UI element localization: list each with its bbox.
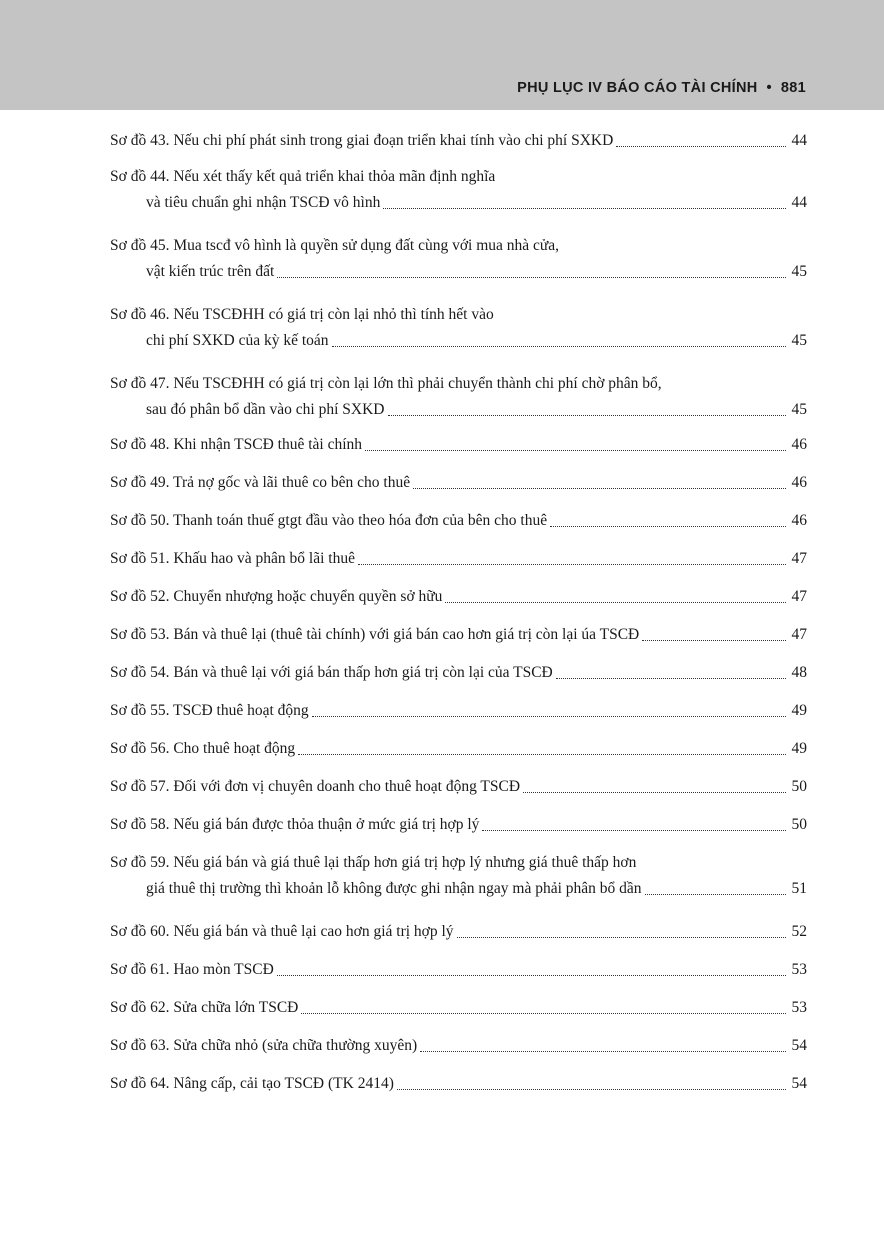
- toc-entry-title: Sơ đồ 57. Đối với đơn vị chuyên doanh cho thuê hoạt động TSCĐ: [110, 778, 521, 795]
- dot-leader: [301, 1013, 786, 1014]
- toc-entry-title: Sơ đồ 54. Bán và thuê lại với giá bán thấp hơn giá trị còn lại của TSCĐ: [110, 664, 553, 681]
- page-header: [0, 0, 884, 110]
- toc-entry-title: Sơ đồ 53. Bán và thuê lại (thuê tài chính) với giá bán cao hơn giá trị còn lại úa TSCĐ: [110, 626, 640, 643]
- toc-entry-page: 46: [791, 436, 807, 453]
- toc-entry-title: Sơ đồ 64. Nâng cấp, cải tạo TSCĐ (TK 2414): [110, 1075, 394, 1092]
- toc-entry-page: 50: [791, 778, 807, 795]
- toc-entry-title: Sơ đồ 52. Chuyển nhượng hoặc chuyển quyền sở hữu: [110, 588, 443, 605]
- toc-entry: [110, 736, 807, 762]
- toc-entry-page: 45: [791, 263, 807, 280]
- toc-entry-continuation-line: [110, 397, 807, 423]
- toc-entry-line: [110, 774, 807, 800]
- toc-entry-line: [110, 128, 807, 154]
- toc-entry-continuation: và tiêu chuẩn ghi nhận TSCĐ vô hình: [146, 194, 381, 211]
- toc-entry-page: 53: [791, 961, 807, 978]
- toc-entry-continuation-line: [110, 259, 807, 285]
- toc-entry-line: [110, 660, 807, 686]
- dot-leader: [332, 346, 786, 347]
- dot-leader: [388, 415, 787, 416]
- toc-entry-line: [110, 919, 807, 945]
- dot-leader: [482, 830, 786, 831]
- toc-entry: [110, 1071, 807, 1097]
- toc-entry: [110, 1033, 807, 1059]
- toc-entry: [110, 660, 807, 686]
- toc-entry-title: Sơ đồ 62. Sửa chữa lớn TSCĐ: [110, 999, 299, 1016]
- toc-entry: [110, 698, 807, 724]
- dot-leader: [413, 488, 786, 489]
- dot-leader: [645, 894, 786, 895]
- toc-entry-title: Sơ đồ 48. Khi nhận TSCĐ thuê tài chính: [110, 436, 363, 453]
- dot-leader: [457, 937, 786, 938]
- toc-entry-page: 45: [791, 332, 807, 349]
- dot-leader: [420, 1051, 786, 1052]
- toc-entry-page: 51: [791, 880, 807, 897]
- dot-leader: [312, 716, 786, 717]
- running-header: [517, 80, 806, 96]
- toc-entry-line: [110, 957, 807, 983]
- toc-entry-page: 54: [791, 1037, 807, 1054]
- toc-entry-page: 53: [791, 999, 807, 1016]
- toc-entry-line: [110, 812, 807, 838]
- dot-leader: [642, 640, 786, 641]
- toc-entry-continuation: sau đó phân bổ dần vào chi phí SXKD: [146, 401, 385, 418]
- toc-entry-continuation: giá thuê thị trường thì khoản lỗ không được ghi nhận ngay mà phải phân bổ dần: [146, 880, 642, 897]
- toc-entry-page: 46: [791, 474, 807, 491]
- toc-entry-line: [110, 432, 807, 458]
- toc-entry-title: Sơ đồ 47. Nếu TSCĐHH có giá trị còn lại lớn thì phải chuyển thành chi phí chờ phân bổ,: [110, 375, 662, 392]
- toc-entry-title: Sơ đồ 63. Sửa chữa nhỏ (sửa chữa thường xuyên): [110, 1037, 418, 1054]
- toc-entry: [110, 995, 807, 1021]
- toc-entry: [110, 302, 807, 354]
- toc-entry-line: [110, 164, 807, 190]
- section-title: PHỤ LỤC IV BÁO CÁO TÀI CHÍNH: [517, 80, 758, 96]
- toc-entry: [110, 919, 807, 945]
- toc-entry-title: Sơ đồ 51. Khấu hao và phân bổ lãi thuê: [110, 550, 355, 567]
- toc-entry-title: Sơ đồ 56. Cho thuê hoạt động: [110, 740, 296, 757]
- toc-entry-line: [110, 584, 807, 610]
- toc-entry: [110, 774, 807, 800]
- toc-entry: [110, 957, 807, 983]
- toc-entry-line: [110, 698, 807, 724]
- toc-entry-continuation-line: [110, 328, 807, 354]
- toc-entry-title: Sơ đồ 61. Hao mòn TSCĐ: [110, 961, 274, 978]
- toc-entry: [110, 128, 807, 154]
- toc-entry: [110, 508, 807, 534]
- toc-entry-title: Sơ đồ 58. Nếu giá bán được thỏa thuận ở mức giá trị hợp lý: [110, 816, 480, 833]
- toc-entry-title: Sơ đồ 59. Nếu giá bán và giá thuê lại thấp hơn giá trị hợp lý nhưng giá thuê thấp hơn: [110, 854, 637, 871]
- toc-entry-line: [110, 302, 807, 328]
- header-separator: •: [766, 80, 772, 96]
- toc-entry-continuation: vật kiến trúc trên đất: [146, 263, 275, 280]
- toc-entry-line: [110, 850, 807, 876]
- toc-entry-continuation-line: [110, 190, 807, 216]
- toc-entry-page: 49: [791, 740, 807, 757]
- toc-entry-page: 54: [791, 1075, 807, 1092]
- dot-leader: [277, 975, 786, 976]
- toc-entry: [110, 850, 807, 902]
- toc-entry: [110, 432, 807, 458]
- toc-entry: [110, 164, 807, 216]
- toc-entry-line: [110, 233, 807, 259]
- toc-entry-page: 44: [791, 132, 807, 149]
- dot-leader: [383, 208, 786, 209]
- toc-entry-title: Sơ đồ 55. TSCĐ thuê hoạt động: [110, 702, 309, 719]
- toc-entry-line: [110, 546, 807, 572]
- toc-entry-continuation: chi phí SXKD của kỳ kế toán: [146, 332, 329, 349]
- toc-entry-line: [110, 470, 807, 496]
- dot-leader: [556, 678, 786, 679]
- toc-entry-line: [110, 995, 807, 1021]
- toc-entry: [110, 546, 807, 572]
- toc-entry-title: Sơ đồ 49. Trả nợ gốc và lãi thuê co bên cho thuê: [110, 474, 411, 491]
- toc-entry-line: [110, 622, 807, 648]
- toc-entry-line: [110, 1071, 807, 1097]
- toc-entry-line: [110, 1033, 807, 1059]
- toc-entry-page: 46: [791, 512, 807, 529]
- toc-entry: [110, 233, 807, 285]
- dot-leader: [523, 792, 786, 793]
- toc-entry-continuation-line: [110, 876, 807, 902]
- toc-entry-title: Sơ đồ 50. Thanh toán thuế gtgt đầu vào theo hóa đơn của bên cho thuê: [110, 512, 548, 529]
- toc-entry-title: Sơ đồ 60. Nếu giá bán và thuê lại cao hơn giá trị hợp lý: [110, 923, 454, 940]
- dot-leader: [298, 754, 786, 755]
- toc-entry-page: 47: [791, 626, 807, 643]
- toc-entry-title: Sơ đồ 45. Mua tscđ vô hình là quyền sử dụng đất cùng với mua nhà cửa,: [110, 237, 560, 254]
- page-number: 881: [780, 80, 806, 96]
- toc-entry: [110, 470, 807, 496]
- toc-entry: [110, 371, 807, 423]
- toc-entry-page: 44: [791, 194, 807, 211]
- toc-entry-page: 49: [791, 702, 807, 719]
- dot-leader: [277, 277, 786, 278]
- dot-leader: [397, 1089, 786, 1090]
- toc-entry-page: 47: [791, 550, 807, 567]
- toc-entry-line: [110, 736, 807, 762]
- toc-entry-title: Sơ đồ 43. Nếu chi phí phát sinh trong giai đoạn triển khai tính vào chi phí SXKD: [110, 132, 614, 149]
- toc-entry: [110, 584, 807, 610]
- dot-leader: [550, 526, 786, 527]
- toc-entry-title: Sơ đồ 44. Nếu xét thấy kết quả triển khai thỏa mãn định nghĩa: [110, 168, 496, 185]
- toc-entry-page: 52: [791, 923, 807, 940]
- dot-leader: [365, 450, 786, 451]
- dot-leader: [445, 602, 786, 603]
- toc-entry-line: [110, 508, 807, 534]
- toc-entry-title: Sơ đồ 46. Nếu TSCĐHH có giá trị còn lại nhỏ thì tính hết vào: [110, 306, 494, 323]
- toc-entry-page: 47: [791, 588, 807, 605]
- toc-entry-line: [110, 371, 807, 397]
- toc-entry: [110, 812, 807, 838]
- toc-entry-page: 45: [791, 401, 807, 418]
- dot-leader: [358, 564, 786, 565]
- toc-entry: [110, 622, 807, 648]
- dot-leader: [616, 146, 786, 147]
- toc-entry-page: 48: [791, 664, 807, 681]
- toc-entry-page: 50: [791, 816, 807, 833]
